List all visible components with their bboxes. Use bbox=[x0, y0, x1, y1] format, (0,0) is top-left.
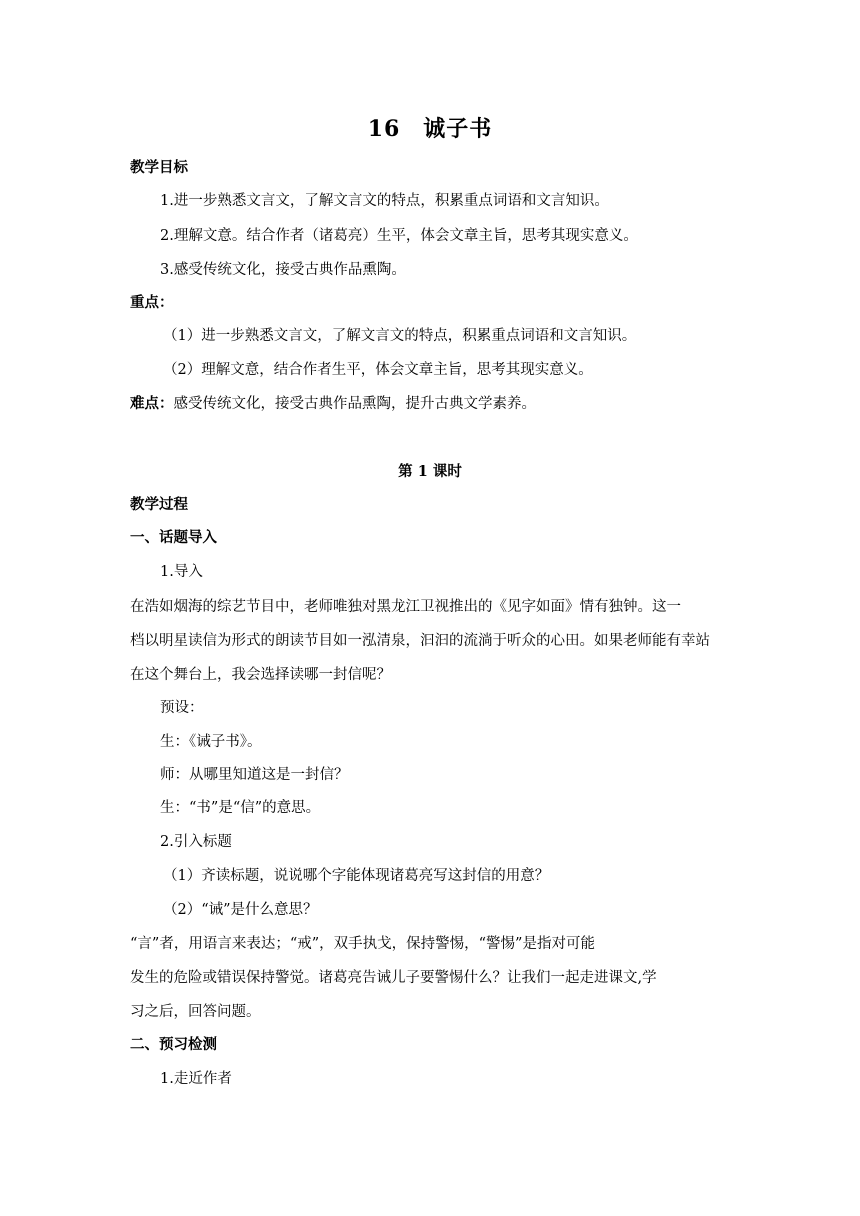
sub-heading: 1.走近作者 bbox=[160, 1071, 232, 1087]
question-item: （2）“诫”是什么意思？ bbox=[163, 902, 318, 918]
objective-item: 2.理解文意。结合作者（诸葛亮）生平，体会文章主旨，思考其现实意义。 bbox=[160, 228, 638, 244]
lesson-period: 第 1 课时 bbox=[398, 463, 462, 480]
process-heading: 教学过程 bbox=[130, 496, 188, 513]
section-heading: 二、预习检测 bbox=[130, 1036, 217, 1053]
intro-paragraph-line: 在这个舞台上，我会选择读哪一封信呢？ bbox=[130, 667, 391, 683]
question-item: （1）齐读标题，说说哪个字能体现诸葛亮写这封信的用意？ bbox=[163, 868, 550, 884]
sub-heading: 2.引入标题 bbox=[160, 834, 232, 850]
objectives-heading: 教学目标 bbox=[130, 159, 188, 176]
preset-label: 预设： bbox=[160, 700, 204, 716]
explain-paragraph-line: 发生的危险或错误保持警觉。诸葛亮告诫儿子要警惕什么？让我们一起走进课文,学 bbox=[130, 970, 657, 986]
objective-item: 1.进一步熟悉文言文，了解文言文的特点，积累重点词语和文言知识。 bbox=[160, 193, 609, 209]
dialogue-line: 生：《诫子书》。 bbox=[160, 734, 262, 750]
explain-paragraph-line: “言”者，用语言来表达；“戒”，双手执戈，保持警惕，“警惕”是指对可能 bbox=[130, 936, 595, 952]
key-points-heading: 重点： bbox=[130, 294, 174, 311]
dialogue-line: 生：“书”是“信”的意思。 bbox=[160, 800, 321, 816]
difficulty-text: 感受传统文化，接受古典作品熏陶，提升古典文学素养。 bbox=[173, 396, 536, 412]
key-point-item: （2）理解文意，结合作者生平，体会文章主旨，思考其现实意义。 bbox=[163, 362, 593, 378]
difficulty-line bbox=[130, 394, 730, 414]
key-point-item: （1）进一步熟悉文言文，了解文言文的特点，积累重点词语和文言知识。 bbox=[163, 328, 637, 344]
intro-paragraph-line: 在浩如烟海的综艺节目中，老师唯独对黑龙江卫视推出的《见字如面》情有独钟。这一 bbox=[130, 599, 681, 615]
difficulty-label: 难点： bbox=[130, 395, 174, 412]
page-title: 16 诚子书 bbox=[367, 116, 493, 142]
intro-paragraph-line: 档以明星读信为形式的朗读节目如一泓清泉，汩汩的流淌于听众的心田。如果老师能有幸站 bbox=[130, 633, 710, 649]
objective-item: 3.感受传统文化，接受古典作品熏陶。 bbox=[160, 262, 406, 278]
sub-heading: 1.导入 bbox=[160, 564, 203, 580]
section-heading: 一、话题导入 bbox=[130, 529, 217, 546]
explain-paragraph-line: 习之后，回答问题。 bbox=[130, 1004, 261, 1020]
dialogue-line: 师：从哪里知道这是一封信？ bbox=[160, 767, 349, 783]
